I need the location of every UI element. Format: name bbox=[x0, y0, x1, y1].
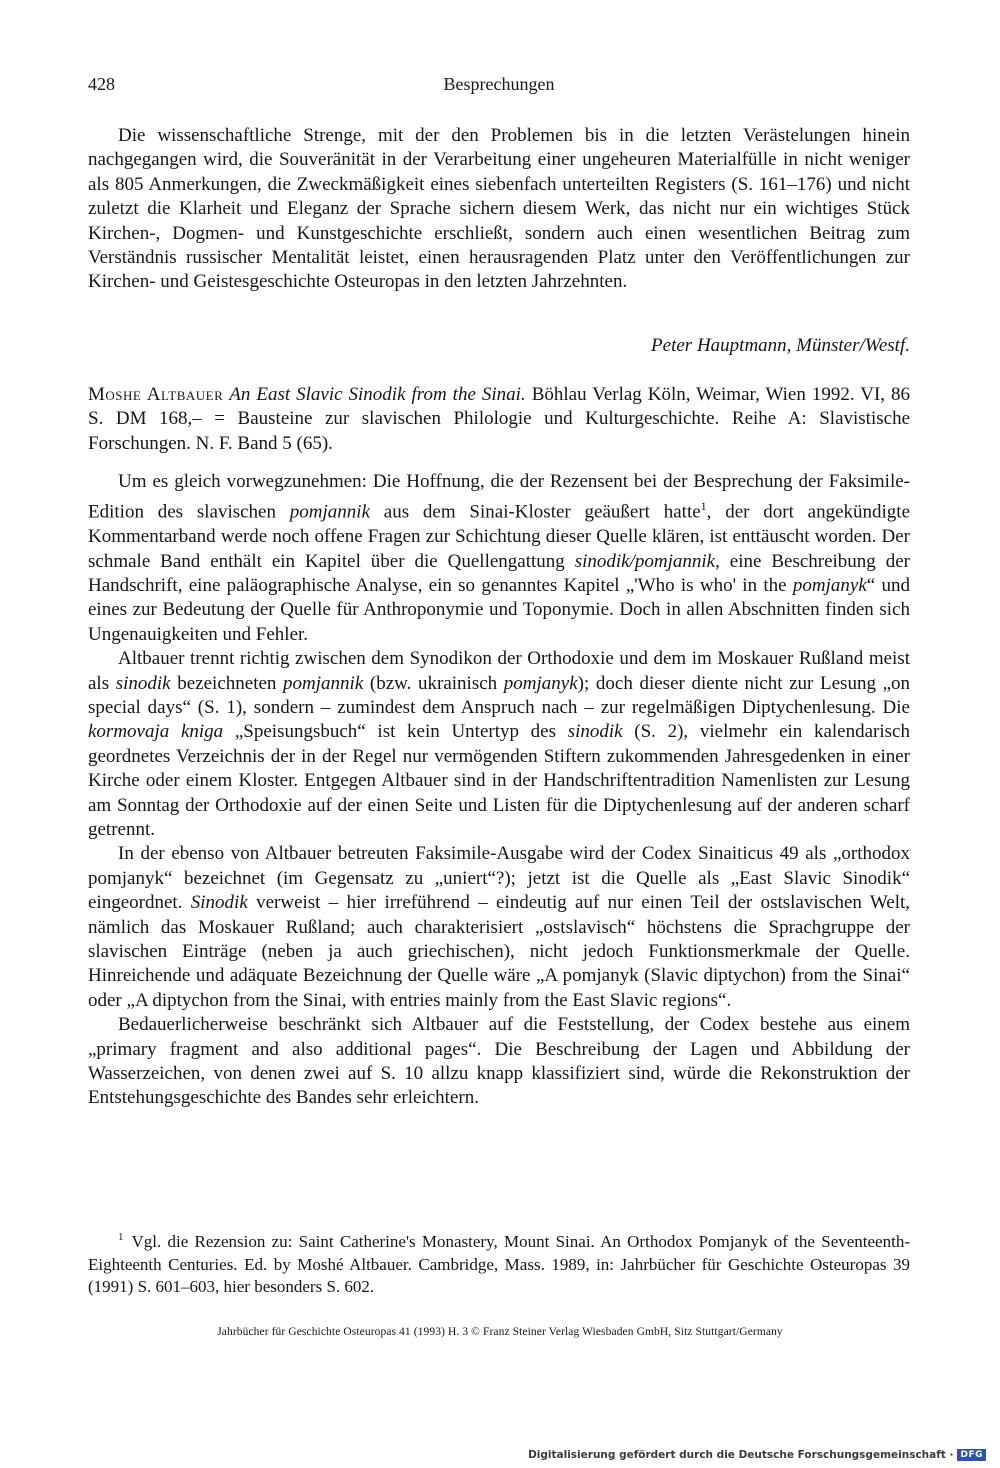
page-number: 428 bbox=[88, 74, 115, 94]
text-run: Altbauer trennt richtig zwischen dem Synodikon der Orthodoxie und dem im Moskauer Rußland meist als bbox=[88, 648, 910, 694]
footnote-paragraph bbox=[88, 1226, 910, 1299]
footnote-text: Vgl. die Rezension zu: Saint Catherine's Monastery, Mount Sinai. An Orthodox Pomjanyk of the Seventeenth-Eighteenth Centuries. Ed. by Moshé Altbauer. Cambridge, Mass. 1989, in: Jahrbücher für Geschichte Osteuropas 39 (1991) S. 601–603, hier besonders S. 602. bbox=[88, 1232, 910, 1296]
text-run: Um es gleich vorwegzunehmen: Die Hoffnung, die der Rezensent bei der Besprechung der Faksimile-Edition des slavischen bbox=[88, 471, 910, 523]
italic-term: pomjannik bbox=[289, 501, 371, 523]
review2-paragraph-2 bbox=[88, 647, 910, 842]
running-head bbox=[88, 74, 910, 98]
text-run: , der dort angekündigte Kommentarband werde noch offene Fragen zur Schichtung dieser Quelle klären, ist enttäuscht worden. Der schmale Band enthält ein Kapitel über die Quellengattung bbox=[88, 501, 910, 572]
text-run: “ und eines zur Bedeutung der Quelle für Anthroponymie und Toponymie. Doch in allen Abschnitten finden sich Ungenauigkeiten und Fehler. bbox=[88, 574, 910, 645]
footnote-reference: 1 bbox=[700, 499, 707, 514]
review2-bib-details: Böhlau Verlag Köln, Weimar, Wien 1992. VI, 86 S. DM 168,– = Bausteine zur slavischen Philologie und Kulturgeschichte. Reihe A: Slavistische Forschungen. N. F. Band 5 (65). bbox=[88, 384, 911, 454]
dfg-credit-text: Digitalisierung gefördert durch die Deutsche Forschungsgemeinschaft · bbox=[528, 1449, 954, 1461]
footnote bbox=[88, 1226, 910, 1299]
italic-term: sinodik/pomjannik bbox=[574, 550, 716, 572]
text-run: (bzw. ukrainisch bbox=[363, 672, 504, 694]
text-run: , eine Beschreibung der Handschrift, eine paläographische Analyse, ein so genanntes Kapitel „'Who is who' in the bbox=[88, 550, 910, 596]
italic-term: pomjannik bbox=[283, 672, 364, 694]
italic-term: Sinodik bbox=[190, 892, 248, 914]
text-run: aus dem Sinai-Kloster geäußert hatte bbox=[370, 501, 701, 523]
italic-term: sinodik bbox=[567, 721, 623, 743]
dfg-credit bbox=[528, 1448, 986, 1462]
review2-paragraph-1 bbox=[88, 470, 910, 647]
italic-term: pomjanyk bbox=[792, 574, 867, 596]
text-run: „Speisungsbuch“ ist kein Untertyp des bbox=[223, 721, 568, 743]
review2-text bbox=[88, 470, 910, 1111]
dfg-logo-icon: DFG bbox=[957, 1449, 986, 1461]
review1-signature: Peter Hauptmann, Münster/Westf. bbox=[651, 335, 910, 356]
text-run: verweist – hier irreführend – eindeutig auf nur einen Teil der ostslavischen Welt, nämlich das Moskauer Rußland; auch charakterisiert „ostslavisch“ höchstens die Sprachgruppe der slavischen Einträge (neben ja auch griechischen), nicht jedoch Funktionsmerkmale der Quelle. Hinreichende und adäquate Bezeichnung der Quelle wäre „A pomjanyk (Slavic diptychon) from the Sinai“ oder „A diptychon from the Sinai, with entries mainly from the East Slavic regions“. bbox=[88, 892, 911, 1011]
italic-term: sinodik bbox=[115, 672, 171, 694]
text-run: ); doch dieser diente nicht zur Lesung „on special days“ (S. 1), sondern – zumindest dem Anspruch nach – zur regelmäßigen Diptychenlesung. Die bbox=[88, 672, 911, 718]
text-run: In der ebenso von Altbauer betreuten Faksimile-Ausgabe wird der Codex Sinaiticus 49 als „orthodox pomjanyk“ bezeichnet (im Gegensatz zu „uniert“?); jetzt ist die Quelle als „East Slavic Sinodik“ eingeordnet. bbox=[88, 843, 910, 914]
review2-book-title: An East Slavic Sinodik from the Sinai. bbox=[229, 384, 526, 405]
review2-paragraph-4: Bedauerlicherweise beschränkt sich Altbauer auf die Feststellung, der Codex bestehe aus einem „primary fragment and also additional pages“. Die Beschreibung der Lagen und Abbildung der Wasserzeichen, von denen zwei auf S. 10 allzu knapp klassifiziert sind, würde die Rekonstruktion der Entstehungsgeschichte des Bandes sehr erleichtern. bbox=[88, 1014, 910, 1109]
italic-term: kormovaja kniga bbox=[88, 721, 224, 743]
review2-author: Moshe Altbauer bbox=[88, 384, 224, 405]
journal-imprint: Jahrbücher für Geschichte Osteuropas 41 (1993) H. 3 © Franz Steiner Verlag Wiesbaden GmbH, Sitz Stuttgart/Germany bbox=[217, 1326, 783, 1338]
review2-paragraph-3 bbox=[88, 842, 910, 1013]
header-title: Besprechungen bbox=[443, 74, 555, 94]
review2-bibliography bbox=[88, 383, 910, 456]
text-run: bezeichneten bbox=[170, 672, 284, 694]
text-run: (S. 2), vielmehr ein kalendarisch geordnetes Verzeichnis der in der Regel nur vermögenden Stiftern zukommenden Jahresgedenken in einer Kirche oder einem Kloster. Entgegen Altbauer sind in der Handschriftentradition Namenlisten zur Lesung am Sonntag der Orthodoxie auf der einen Seite und Listen für die Diptychenlesung auf der anderen scharf getrennt. bbox=[88, 721, 910, 841]
italic-term: pomjanyk bbox=[503, 672, 578, 694]
footnote-marker: 1 bbox=[118, 1231, 124, 1243]
review1-text bbox=[88, 124, 910, 295]
review1-paragraph: Die wissenschaftliche Strenge, mit der den Problemen bis in die letzten Verästelungen hinein nachgegangen wird, die Souveränität in der Verarbeitung einer ungeheuren Materialfülle in nicht weniger als 805 Anmerkungen, die Zweckmäßigkeit eines siebenfach unterteilten Registers (S. 161–176) und nicht zuletzt die Klarheit und Eleganz der Sprache sichern diesem Werk, das nicht nur ein wichtiges Stück Kirchen-, Dogmen- und Kunstgeschichte erschließt, sondern auch einen wesentlichen Beitrag zum Verständnis russischer Mentalität leistet, einen herausragenden Platz unter den Veröffentlichungen zur Kirchen- und Geistesgeschichte Osteuropas in den letzten Jahrzehnten. bbox=[88, 125, 910, 293]
